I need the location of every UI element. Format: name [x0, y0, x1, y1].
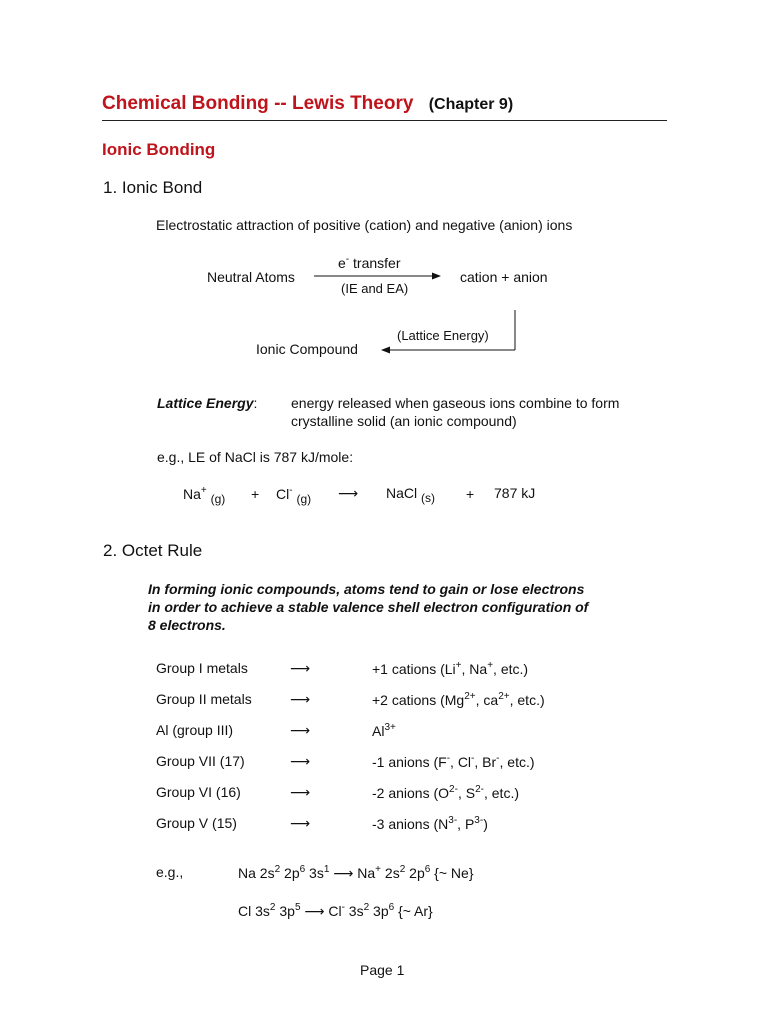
text-segment: 2s	[381, 865, 400, 881]
superscript: +	[487, 660, 494, 671]
superscript: -	[341, 902, 345, 913]
superscript: 2+	[498, 691, 510, 702]
text-segment: ⟶ Na	[329, 865, 376, 881]
group-name: Group II metals	[156, 691, 252, 707]
lattice-energy-definition-line1: energy released when gaseous ions combine to form	[291, 395, 620, 411]
eq-plus-2: +	[466, 486, 475, 502]
superscript: 5	[294, 902, 301, 913]
superscript: +	[375, 864, 382, 875]
text-segment: Al	[372, 723, 385, 739]
superscript: 2	[274, 864, 281, 875]
superscript: 2	[399, 864, 406, 875]
text-segment: , Cl	[450, 754, 472, 770]
text-segment: 2p	[405, 865, 425, 881]
text-segment: {~ Ar}	[394, 903, 433, 919]
superscript: 6	[388, 902, 395, 913]
superscript: 3-	[448, 815, 458, 826]
group-ion-result	[372, 660, 528, 677]
group-arrow: ⟶	[290, 660, 311, 676]
text-segment: , etc.)	[483, 785, 519, 801]
lattice-energy-term: Lattice Energy:	[157, 395, 258, 411]
group-ion-result	[372, 722, 396, 739]
octet-rule-statement: In forming ionic compounds, atoms tend to gain or lose electrons in order to achieve a stable valence shell electron configuration of 8 electrons.	[148, 581, 589, 633]
superscript: 1	[323, 864, 330, 875]
text-segment: ⟶ Cl	[300, 903, 342, 919]
text-segment: 2p	[280, 865, 300, 881]
transfer-arrow-head	[432, 273, 441, 280]
heading-ionic-bond: 1. Ionic Bond	[103, 178, 203, 197]
text-segment: , Br	[474, 754, 497, 770]
eq-na-ion: Na+ (g)	[183, 485, 226, 506]
superscript: 2	[269, 902, 276, 913]
group-arrow: ⟶	[290, 691, 311, 707]
superscript: 2-	[475, 784, 484, 795]
eq-plus-1: +	[251, 486, 260, 502]
group-arrow: ⟶	[290, 784, 311, 800]
group-name: Group V (15)	[156, 815, 237, 831]
superscript: -	[496, 753, 500, 764]
text-segment: -3 anions (N	[372, 816, 449, 832]
superscript: -	[471, 753, 475, 764]
text-segment: +2 cations (Mg	[372, 692, 465, 708]
text-segment: 3p	[275, 903, 295, 919]
text-segment: +1 cations (Li	[372, 661, 456, 677]
text-segment: , S	[457, 785, 476, 801]
text-segment: Cl 3s	[238, 903, 270, 919]
text-segment: , etc.)	[509, 692, 545, 708]
group-ion-result	[372, 691, 545, 708]
neutral-atoms-label: Neutral Atoms	[207, 269, 295, 285]
text-segment: 3s	[344, 903, 364, 919]
text-segment: 3p	[369, 903, 389, 919]
title-text: Chemical Bonding -- Lewis Theory	[102, 93, 414, 114]
superscript: 2-	[449, 784, 458, 795]
text-segment: , P	[457, 816, 475, 832]
text-segment: , etc.)	[493, 661, 529, 677]
eq-cl-ion: Cl- (g)	[276, 485, 312, 506]
lattice-energy-definition-line2: crystalline solid (an ionic compound)	[291, 413, 517, 429]
text-segment: , ca	[475, 692, 499, 708]
config-eg-label: e.g.,	[156, 864, 184, 880]
page-number: Page 1	[360, 962, 405, 978]
text-segment: {~ Ne}	[430, 865, 474, 881]
group-arrow: ⟶	[290, 815, 311, 831]
ionic-bond-definition: Electrostatic attraction of positive (cation) and negative (anion) ions	[156, 217, 573, 233]
group-name: Group VII (17)	[156, 753, 245, 769]
superscript: 2+	[464, 691, 476, 702]
text-segment: Na 2s	[238, 865, 275, 881]
electron-transfer-label: e- transfer	[338, 254, 401, 271]
group-ion-result	[372, 784, 519, 801]
config-na	[238, 864, 474, 882]
eq-nacl: NaCl (s)	[386, 485, 436, 505]
text-segment: , etc.)	[499, 754, 535, 770]
group-ion-result	[372, 815, 488, 832]
group-arrow: ⟶	[290, 753, 311, 769]
heading-octet-rule: 2. Octet Rule	[103, 541, 203, 560]
superscript: 2	[363, 902, 370, 913]
superscript: 6	[299, 864, 306, 875]
text-segment: -2 anions (O	[372, 785, 450, 801]
lattice-arrow-head	[381, 347, 390, 354]
superscript: 3+	[384, 722, 396, 733]
group-name: Group VI (16)	[156, 784, 241, 800]
group-name: Group I metals	[156, 660, 248, 676]
group-arrow: ⟶	[290, 722, 311, 738]
config-cl	[238, 902, 433, 920]
lattice-energy-label: (Lattice Energy)	[397, 328, 489, 343]
superscript: +	[455, 660, 462, 671]
ie-ea-label: (IE and EA)	[341, 281, 409, 296]
group-ion-result	[372, 753, 535, 770]
section-title: Ionic Bonding	[102, 140, 216, 159]
superscript: 6	[424, 864, 431, 875]
ionic-compound-label: Ionic Compound	[256, 341, 358, 357]
nacl-example-line: e.g., LE of NaCl is 787 kJ/mole:	[157, 449, 354, 465]
chapter-label: (Chapter 9)	[428, 96, 514, 113]
eq-arrow: ⟶	[338, 485, 359, 501]
text-segment: , Na	[461, 661, 488, 677]
cation-anion-label: cation + anion	[460, 269, 548, 285]
text-segment: -1 anions (F	[372, 754, 447, 770]
superscript: 3-	[474, 815, 484, 826]
eq-energy: 787 kJ	[494, 485, 536, 501]
superscript: -	[446, 753, 451, 764]
text-segment: 3s	[305, 865, 324, 881]
text-segment: )	[483, 816, 488, 832]
group-name: Al (group III)	[156, 722, 234, 738]
